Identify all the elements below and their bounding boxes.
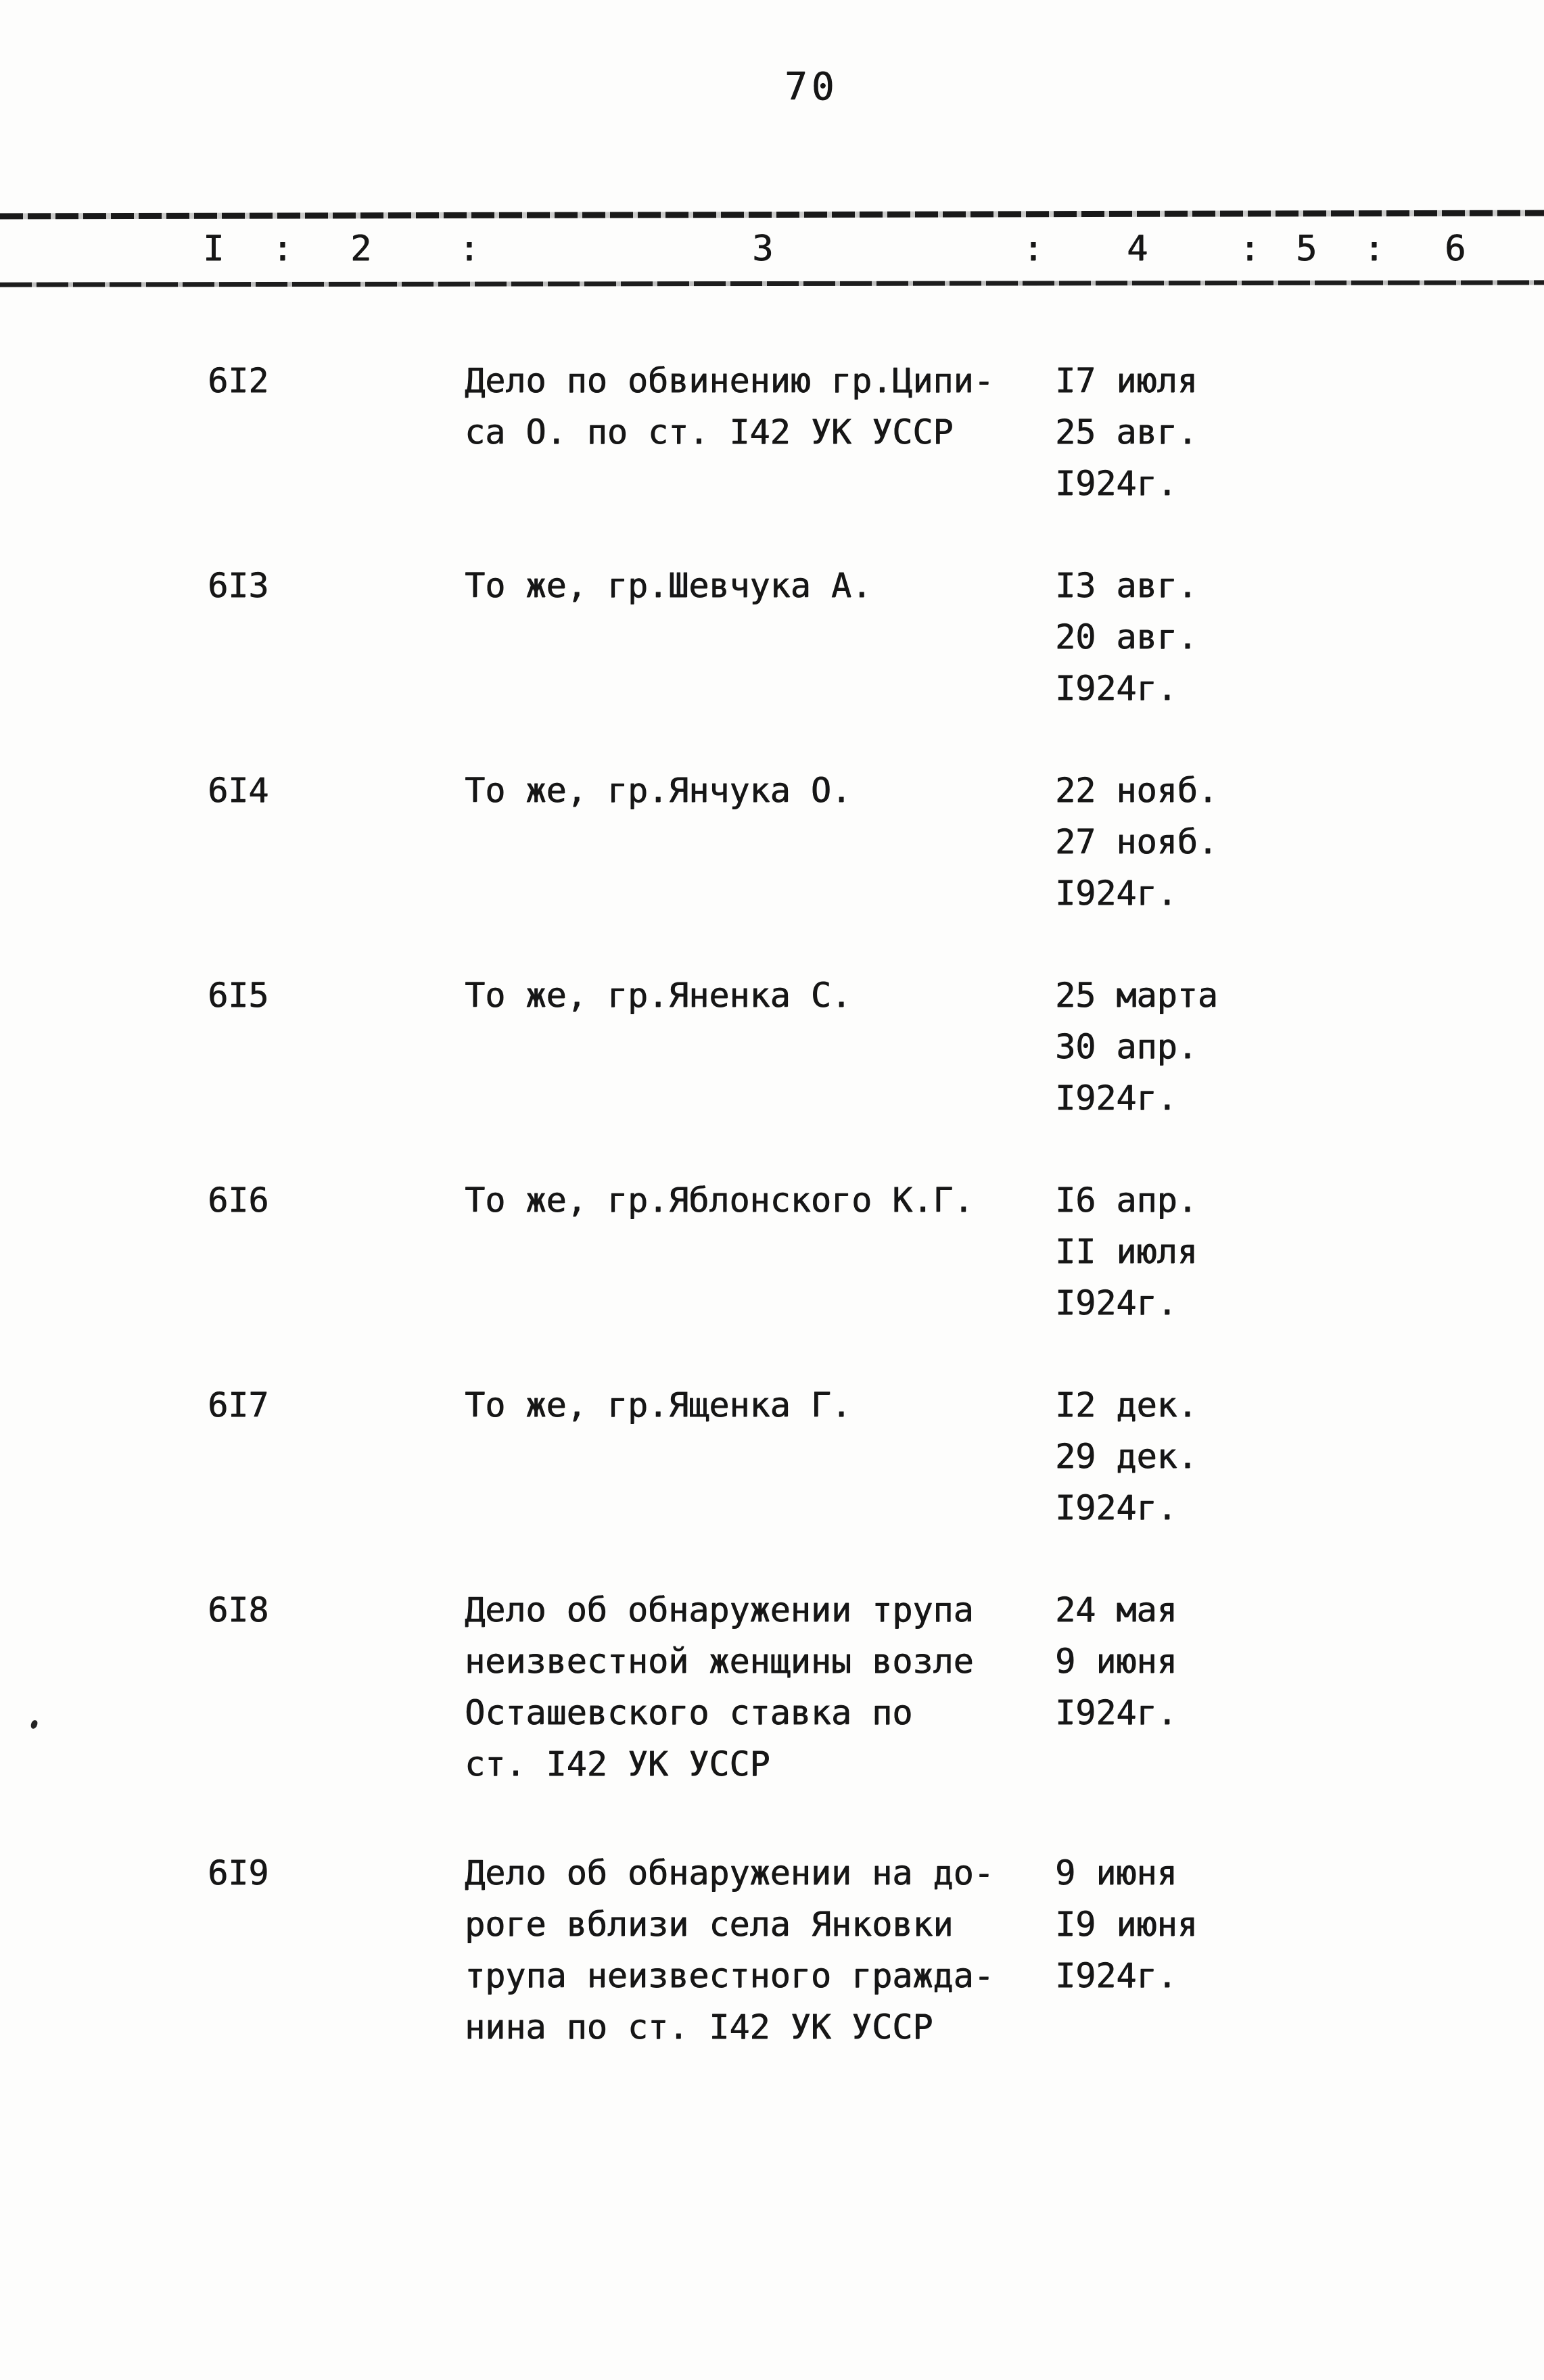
case-date-line: I924г. bbox=[1055, 1488, 1177, 1527]
case-dates bbox=[1055, 355, 1544, 509]
header-cell-5: 5 bbox=[1296, 229, 1317, 269]
case-date-line: 9 июня bbox=[1055, 1642, 1177, 1681]
case-description-line: Дело об обнаружении трупа bbox=[465, 1590, 974, 1629]
case-description-line: То же, гр.Яблонского К.Г. bbox=[465, 1181, 974, 1220]
case-description-line: То же, гр.Ященка Г. bbox=[465, 1385, 851, 1425]
case-date-line: 25 марта bbox=[1055, 976, 1218, 1015]
case-description bbox=[465, 765, 1055, 816]
case-description-line: са О. по ст. I42 УК УССР bbox=[465, 412, 954, 452]
table-row bbox=[0, 1379, 1544, 1533]
case-number: 6I3 bbox=[208, 566, 269, 605]
case-number: 6I5 bbox=[208, 976, 269, 1015]
case-date-line: I924г. bbox=[1055, 464, 1177, 503]
table-row bbox=[0, 1847, 1544, 2053]
case-date-line: I924г. bbox=[1055, 1283, 1177, 1323]
case-dates bbox=[1055, 1584, 1544, 1738]
case-number: 6I4 bbox=[208, 771, 269, 810]
case-date-line: I7 июля bbox=[1055, 361, 1198, 400]
case-date-line: I924г. bbox=[1055, 669, 1177, 708]
table-row bbox=[0, 1584, 1544, 1790]
case-date-line: II июля bbox=[1055, 1232, 1198, 1271]
case-date-line: 25 авг. bbox=[1055, 412, 1198, 452]
case-date-line: I2 дек. bbox=[1055, 1385, 1198, 1425]
table-row bbox=[0, 970, 1544, 1124]
case-description bbox=[465, 1584, 1055, 1790]
header-separator: : bbox=[1239, 229, 1261, 269]
table-row bbox=[0, 355, 1544, 509]
case-description-line: нина по ст. I42 УК УССР bbox=[465, 2007, 933, 2047]
table-top-rule bbox=[0, 210, 1544, 220]
case-dates bbox=[1055, 560, 1544, 714]
case-description bbox=[465, 1379, 1055, 1431]
case-description-line: То же, гр.Шевчука А. bbox=[465, 566, 872, 605]
table-row bbox=[0, 560, 1544, 714]
case-description-line: Дело по обвинению гр.Ципи- bbox=[465, 361, 994, 400]
case-description-line: Осташевского ставка по bbox=[465, 1693, 913, 1732]
case-date-line: 30 апр. bbox=[1055, 1027, 1198, 1066]
header-cell-4: 4 bbox=[1127, 229, 1148, 269]
case-description bbox=[465, 560, 1055, 611]
case-date-line: 20 авг. bbox=[1055, 617, 1198, 657]
case-date-line: 22 нояб. bbox=[1055, 771, 1218, 810]
case-description-line: ст. I42 УК УССР bbox=[465, 1744, 770, 1784]
case-number: 6I8 bbox=[208, 1590, 269, 1629]
case-dates bbox=[1055, 1174, 1544, 1329]
case-description bbox=[465, 1174, 1055, 1226]
case-date-line: 24 мая bbox=[1055, 1590, 1177, 1629]
header-cell-3: 3 bbox=[752, 229, 774, 269]
table-body bbox=[0, 355, 1544, 2103]
case-number: 6I9 bbox=[208, 1853, 269, 1893]
case-date-line: I3 авг. bbox=[1055, 566, 1198, 605]
header-separator: : bbox=[1023, 229, 1044, 269]
case-description-line: Дело об обнаружении на до- bbox=[465, 1853, 994, 1893]
case-date-line: I9 июня bbox=[1055, 1905, 1198, 1944]
header-separator: : bbox=[459, 229, 480, 269]
case-number: 6I7 bbox=[208, 1385, 269, 1425]
case-description bbox=[465, 1847, 1055, 2053]
case-dates bbox=[1055, 1379, 1544, 1533]
table-header-bottom-rule bbox=[0, 280, 1544, 287]
case-description bbox=[465, 355, 1055, 458]
case-date-line: I6 апр. bbox=[1055, 1181, 1198, 1220]
case-description-line: трупа неизвестного гражда- bbox=[465, 1956, 994, 1995]
case-number: 6I6 bbox=[208, 1181, 269, 1220]
table-row bbox=[0, 1174, 1544, 1329]
case-number: 6I2 bbox=[208, 361, 269, 400]
case-dates bbox=[1055, 1847, 1544, 2001]
table-header-row bbox=[0, 226, 1544, 275]
case-date-line: I924г. bbox=[1055, 1078, 1177, 1118]
header-cell-6: 6 bbox=[1445, 229, 1466, 269]
case-date-line: I924г. bbox=[1055, 1693, 1177, 1732]
case-date-line: 27 нояб. bbox=[1055, 822, 1218, 861]
case-description-line: неизвестной женщины возле bbox=[465, 1642, 974, 1681]
header-separator: : bbox=[272, 229, 294, 269]
case-description bbox=[465, 970, 1055, 1021]
header-cell-2: 2 bbox=[350, 229, 372, 269]
case-description-line: роге вблизи села Янковки bbox=[465, 1905, 954, 1944]
header-separator: : bbox=[1363, 229, 1385, 269]
case-dates bbox=[1055, 970, 1544, 1124]
case-description-line: То же, гр.Янчука О. bbox=[465, 771, 851, 810]
table-row bbox=[0, 765, 1544, 919]
case-dates bbox=[1055, 765, 1544, 919]
header-cell-1: I bbox=[203, 229, 225, 269]
page-number: 70 bbox=[785, 65, 839, 109]
case-description-line: То же, гр.Яненка С. bbox=[465, 976, 851, 1015]
case-date-line: 29 дек. bbox=[1055, 1437, 1198, 1476]
case-date-line: I924г. bbox=[1055, 1956, 1177, 1995]
case-date-line: I924г. bbox=[1055, 874, 1177, 913]
case-date-line: 9 июня bbox=[1055, 1853, 1177, 1893]
